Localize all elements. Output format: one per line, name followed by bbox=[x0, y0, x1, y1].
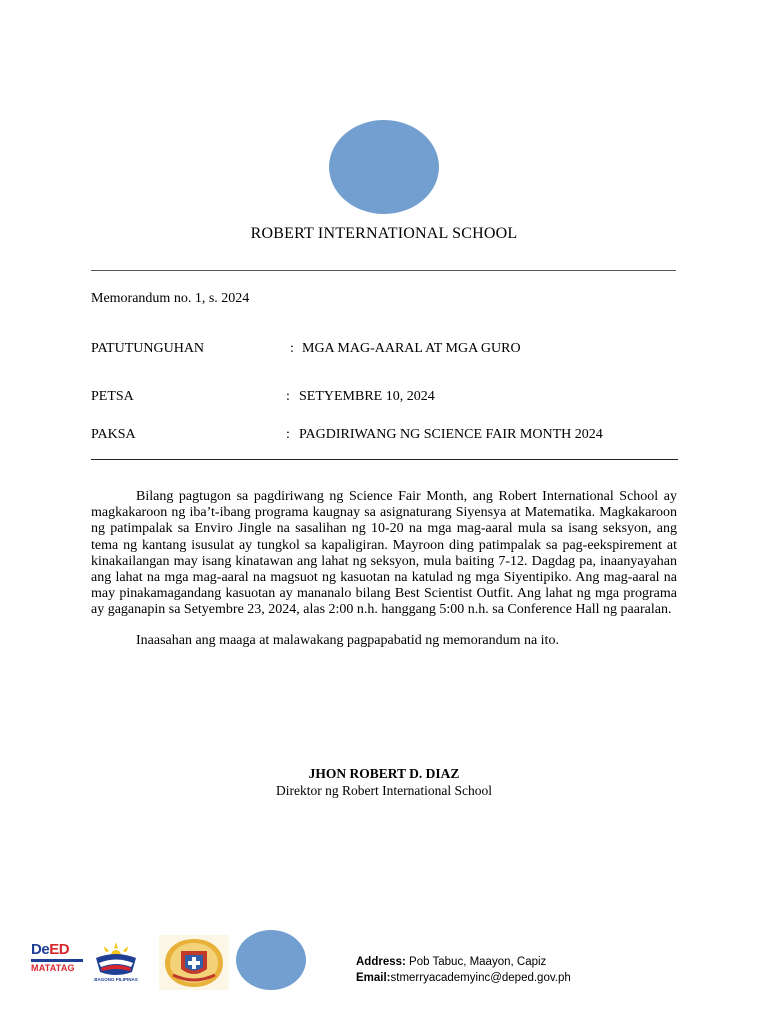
deped-matatag-logo bbox=[31, 942, 83, 986]
header-bottom-divider bbox=[91, 459, 678, 460]
contact-info bbox=[356, 954, 571, 986]
email-label: Email: bbox=[356, 972, 391, 984]
field-label: PETSA bbox=[91, 389, 134, 404]
deped-logo-text-ed: ED bbox=[49, 941, 70, 958]
field-separator: : bbox=[286, 389, 290, 404]
bagong-pilipinas-logo bbox=[90, 940, 142, 986]
matatag-text: MATATAG bbox=[31, 963, 75, 973]
memo-body bbox=[91, 489, 677, 649]
seal-emblem-icon bbox=[159, 935, 229, 990]
body-paragraph-closing: Inaasahan ang maaga at malawakang pagpapabatid ng memorandum na ito. bbox=[136, 632, 559, 648]
school-seal-logo bbox=[159, 935, 229, 990]
field-value: PAGDIRIWANG NG SCIENCE FAIR MONTH 2024 bbox=[299, 427, 603, 442]
signatory-name: JHON ROBERT D. DIAZ bbox=[308, 766, 460, 781]
field-separator: : bbox=[290, 341, 294, 356]
footer-logo-placeholder bbox=[236, 930, 306, 990]
field-label: PAKSA bbox=[91, 427, 136, 442]
header-divider bbox=[91, 270, 676, 271]
field-value: MGA MAG-AARAL AT MGA GURO bbox=[302, 341, 521, 356]
address-value: Pob Tabuc, Maayon, Capiz bbox=[405, 956, 547, 968]
signatory-title: Direktor ng Robert International School bbox=[276, 783, 492, 798]
deped-logo-text-de: De bbox=[31, 941, 50, 958]
bagong-pilipinas-emblem-icon bbox=[90, 940, 142, 978]
memo-number: Memorandum no. 1, s. 2024 bbox=[91, 291, 250, 306]
bagong-pilipinas-text: BAGONG PILIPINAS bbox=[94, 977, 138, 982]
email-value: stmerryacademyinc@deped.gov.ph bbox=[390, 972, 571, 984]
body-paragraph-1: Bilang pagtugon sa pagdiriwang ng Science Fair Month, ang Robert International School ay magkakaroon ng iba’t-ibang programa kaugnay sa asignaturang Siyensya at Matematika. Magkakaroon ng patimpalak sa Enviro Jingle na sasalihan ng 10-20 na mga mag-aaral mula sa isang seksyon, ang tema ng kantang isusulat ay tungkol sa kapaligiran. Mayroon ding patimpalak sa pag-eekspirement at kinakailangan may isang kinatawan ang lahat ng seksyon, mula baiting 7-12. Dagdag pa, inaanyayahan ang lahat na mga mag-aaral na magsuot ng kasuotan na katulad ng mga Siyentipiko. Ang mag-aaral na may pinakamagandang kasuotan ay mananalo bilang Best Scientist Outfit. Ang lahat ng mga programa ay gaganapin sa Setyembre 23, 2024, alas 2:00 n.h. hanggang 5:00 n.h. sa Conference Hall ng paaralan. bbox=[91, 489, 677, 618]
school-logo-placeholder bbox=[329, 120, 439, 214]
field-separator: : bbox=[286, 427, 290, 442]
email-line bbox=[356, 970, 571, 986]
school-name: ROBERT INTERNATIONAL SCHOOL bbox=[250, 225, 518, 242]
field-value: SETYEMBRE 10, 2024 bbox=[299, 389, 435, 404]
address-label: Address: bbox=[356, 956, 406, 968]
field-label: PATUTUNGUHAN bbox=[91, 341, 205, 356]
address-line bbox=[356, 954, 571, 970]
